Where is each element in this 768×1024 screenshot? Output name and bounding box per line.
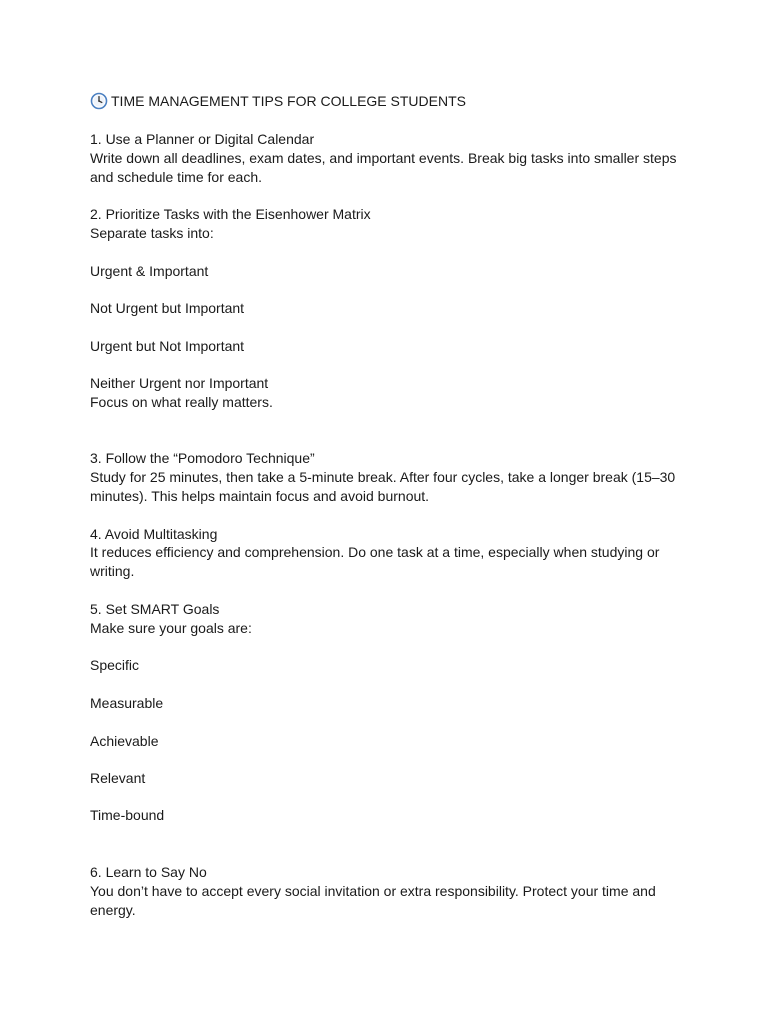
section-5-intro: Make sure your goals are: [90, 620, 252, 636]
section-5-item: Relevant [90, 770, 146, 786]
section-5-item: Measurable [90, 695, 164, 711]
section-3-body: Study for 25 minutes, then take a 5-minute break. After four cycles, take a longer break (15–30 minutes). This helps maintain focus and avoid burnout. [90, 469, 676, 504]
section-1-heading: 1. Use a Planner or Digital Calendar [90, 131, 315, 147]
section-2-outro: Focus on what really matters. [90, 394, 273, 410]
section-3-heading: 3. Follow the “Pomodoro Technique” [90, 450, 315, 466]
section-4-body: It reduces efficiency and comprehension. Do one task at a time, especially when studying or writing. [90, 544, 660, 579]
section-5-heading: 5. Set SMART Goals [90, 601, 220, 617]
section-2-intro: Separate tasks into: [90, 225, 214, 241]
section-4-heading: 4. Avoid Multitasking [90, 526, 218, 542]
section-6-heading: 6. Learn to Say No [90, 864, 207, 880]
section-5-item: Achievable [90, 733, 159, 749]
section-2-item: Urgent & Important [90, 263, 209, 279]
document-title-row [90, 92, 466, 111]
section-2-item: Neither Urgent nor Important [90, 375, 269, 391]
section-6-body: You don’t have to accept every social invitation or extra responsibility. Protect your time and energy. [90, 883, 656, 918]
section-2-item: Not Urgent but Important [90, 300, 245, 316]
section-1-body: Write down all deadlines, exam dates, and important events. Break big tasks into smaller steps and schedule time for each. [90, 150, 677, 185]
section-5-item: Specific [90, 657, 140, 673]
section-2-item: Urgent but Not Important [90, 338, 245, 354]
clock-icon [90, 92, 108, 110]
section-5-item: Time-bound [90, 807, 165, 823]
section-2-heading: 2. Prioritize Tasks with the Eisenhower Matrix [90, 206, 371, 222]
document-title: TIME MANAGEMENT TIPS FOR COLLEGE STUDENTS [111, 93, 466, 109]
